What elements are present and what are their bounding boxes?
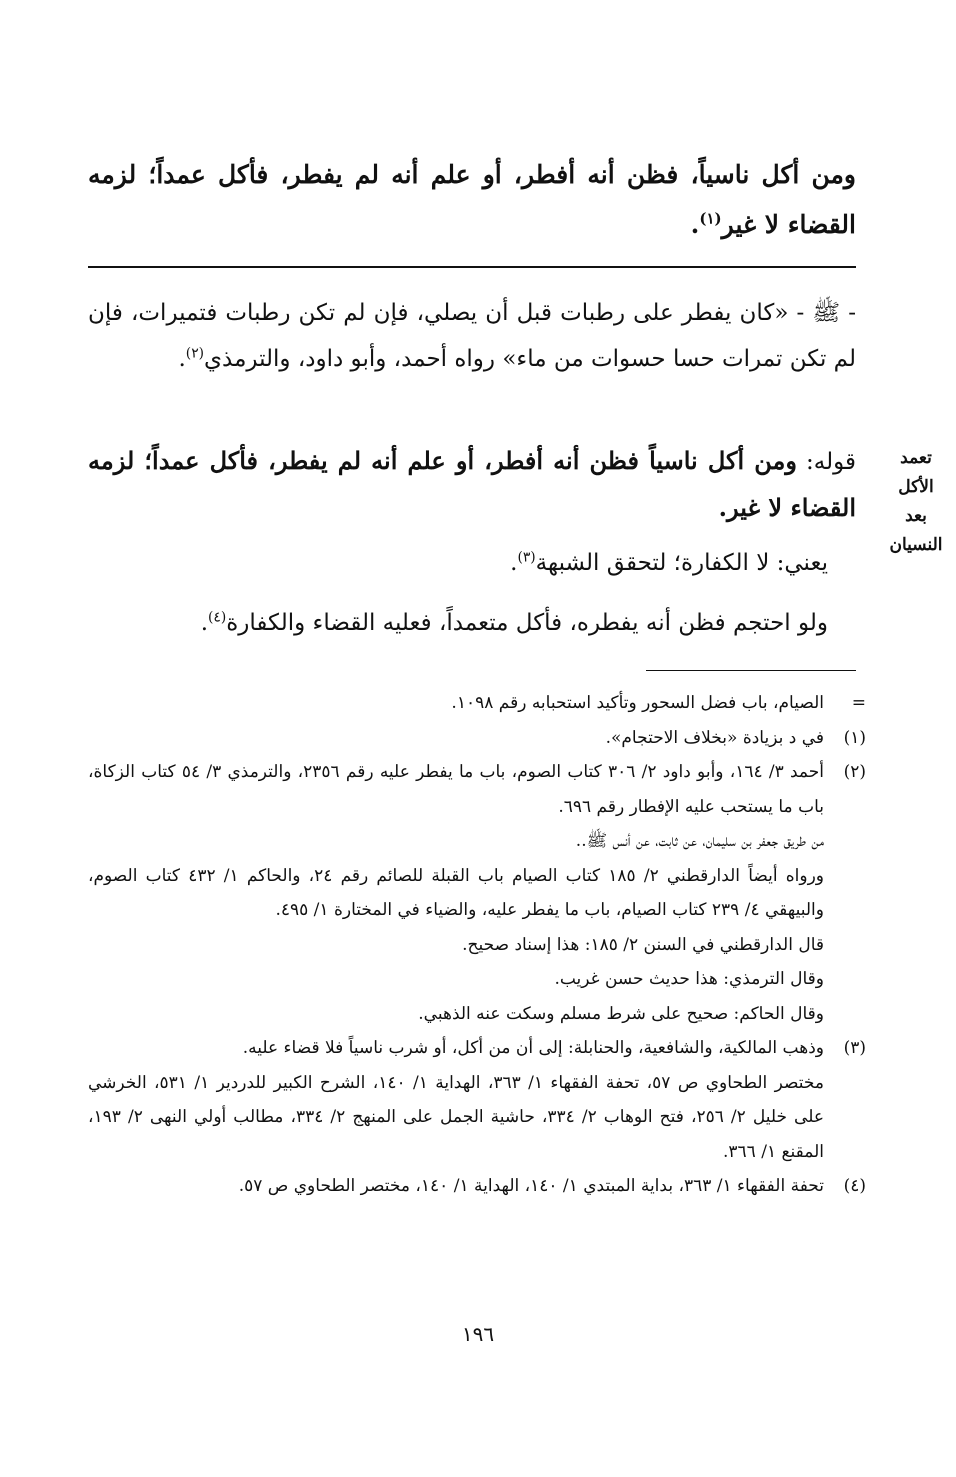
yani-paragraph bbox=[88, 540, 828, 586]
law-text: ولو احتجم فظن أنه يفطره، فأكل متعمداً، فعليه القضاء والكفارة bbox=[226, 610, 828, 636]
footnote-number: = bbox=[851, 693, 866, 713]
page-number: ١٩٦ bbox=[461, 1322, 495, 1346]
sharh-matn-text: ومن أكل ناسياً فظن أنه أفطر، أو علم أنه لم يفطر، فأكل عمداً؛ لزمه القضاء لا غير. bbox=[88, 446, 856, 522]
margin-heading-line: النسيان bbox=[889, 535, 943, 555]
margin-heading-line: الأكل bbox=[898, 477, 934, 497]
footnote-line: الصيام، باب فضل السحور وتأكيد استحبابه رقم ١٠٩٨. bbox=[451, 693, 824, 713]
footnote-number: (٣) bbox=[843, 1038, 866, 1058]
footnote-line: قال الدارقطني في السنن ٢/ ١٨٥: هذا إسناد صحيح. bbox=[462, 934, 824, 955]
footnote-line: تحفة الفقهاء ١/ ٣٦٣، بداية المبتدي ١/ ١٤٠، الهداية ١/ ١٤٠، مختصر الطحاوي ص ٥٧. bbox=[238, 1176, 824, 1196]
hadith-paragraph bbox=[88, 290, 856, 382]
footnote-divider bbox=[646, 670, 856, 671]
footnote-ref-1[interactable]: (١) bbox=[699, 209, 722, 228]
footnote-1 bbox=[88, 721, 866, 756]
matn-top-period: . bbox=[690, 210, 700, 239]
margin-heading-line: تعمد bbox=[900, 448, 932, 468]
margin-heading bbox=[876, 444, 956, 560]
footnote-line: أحمد ٣/ ١٦٤، وأبو داود ٢/ ٣٠٦ كتاب الصوم، باب ما يفطر عليه رقم ٢٣٥٦، والترمذي ٣/ ٥٤ كتاب الزكاة، باب ما يستحب عليه الإفطار رقم ٦٩٦. bbox=[88, 762, 824, 817]
footnote-line: مختصر الطحاوي ص ٥٧، تحفة الفقهاء ١/ ٣٦٣، الهداية ١/ ١٤٠، الشرح الكبير للدردير ١/ ٥٣١، الخرشي على خليل ٢/ ٢٥٦، فتح الوهاب ٢/ ٣٣٤، حاشية الجمل على المنهج ٢/ ٣٣٤، مطالب أولي النهى ٢/ ١٩٣، المقنع ١/ ٣٦٦. bbox=[88, 1072, 824, 1162]
hadith-period: . bbox=[178, 346, 186, 372]
footnote-line: ورواه أيضاً الدارقطني ٢/ ١٨٥ كتاب الصيام باب القبلة للصائم رقم ٢٤، والحاكم ١/ ٤٣٢ كتاب الصوم، والبيهقي ٤/ ٢٣٩ كتاب الصيام، باب ما يفطر عليه، والضياء في المختارة ١/ ٤٩٥. bbox=[88, 865, 825, 920]
footnote-number: (٤) bbox=[843, 1176, 866, 1196]
footnote-line: في د بزيادة «بخلاف الاحتجام». bbox=[605, 727, 824, 748]
hadith-body: - ﷺ - «كان يفطر على رطبات قبل أن يصلي، فإن لم تكن رطبات فتميرات، فإن لم تكن تمرات حسا حسوات من ماء» رواه أحمد، وأبو داود، والترمذي bbox=[88, 300, 856, 372]
margin-heading-line: بعد bbox=[905, 506, 927, 526]
footnote-line: من طريق جعفر بن سليمان، عن ثابت، عن أنس ﷺ.. bbox=[575, 831, 824, 851]
footnote-line: وقال الترمذي: هذا حديث حسن غريب. bbox=[554, 969, 824, 989]
footnote-3 bbox=[88, 1031, 866, 1169]
footnote-4 bbox=[88, 1169, 866, 1204]
footnotes bbox=[88, 686, 866, 1204]
footnote-ref-3[interactable]: (٣) bbox=[517, 549, 536, 566]
yani-period: . bbox=[510, 550, 518, 576]
footnote-line: وذهب المالكية، والشافعية، والحنابلة: إلى أن من أكل، أو شرب ناسياً فلا قضاء عليه. bbox=[242, 1038, 824, 1058]
qawluh-label: قوله: bbox=[806, 449, 857, 475]
sharh-matn-paragraph bbox=[88, 438, 856, 532]
law-paragraph bbox=[88, 600, 828, 646]
footnote-ref-2[interactable]: (٢) bbox=[185, 345, 204, 362]
footnote-ref-4[interactable]: (٤) bbox=[208, 609, 227, 626]
footnote-continued bbox=[88, 686, 866, 721]
footnote-line: وقال الحاكم: صحيح على شرط مسلم وسكت عنه الذهبي. bbox=[418, 1003, 824, 1024]
law-period: . bbox=[200, 610, 209, 636]
top-divider bbox=[88, 266, 856, 268]
matn-top-text bbox=[88, 150, 856, 250]
matn-top-body: ومن أكل ناسياً، فظن أنه أفطر، أو علم أنه لم يفطر، فأكل عمداً؛ لزمه القضاء لا غير bbox=[88, 160, 856, 239]
footnote-2 bbox=[88, 755, 866, 1031]
yani-text: يعني: لا الكفارة؛ لتحقق الشبهة bbox=[535, 550, 828, 576]
footnote-number: (١) bbox=[843, 727, 866, 748]
footnote-number: (٢) bbox=[843, 762, 866, 782]
